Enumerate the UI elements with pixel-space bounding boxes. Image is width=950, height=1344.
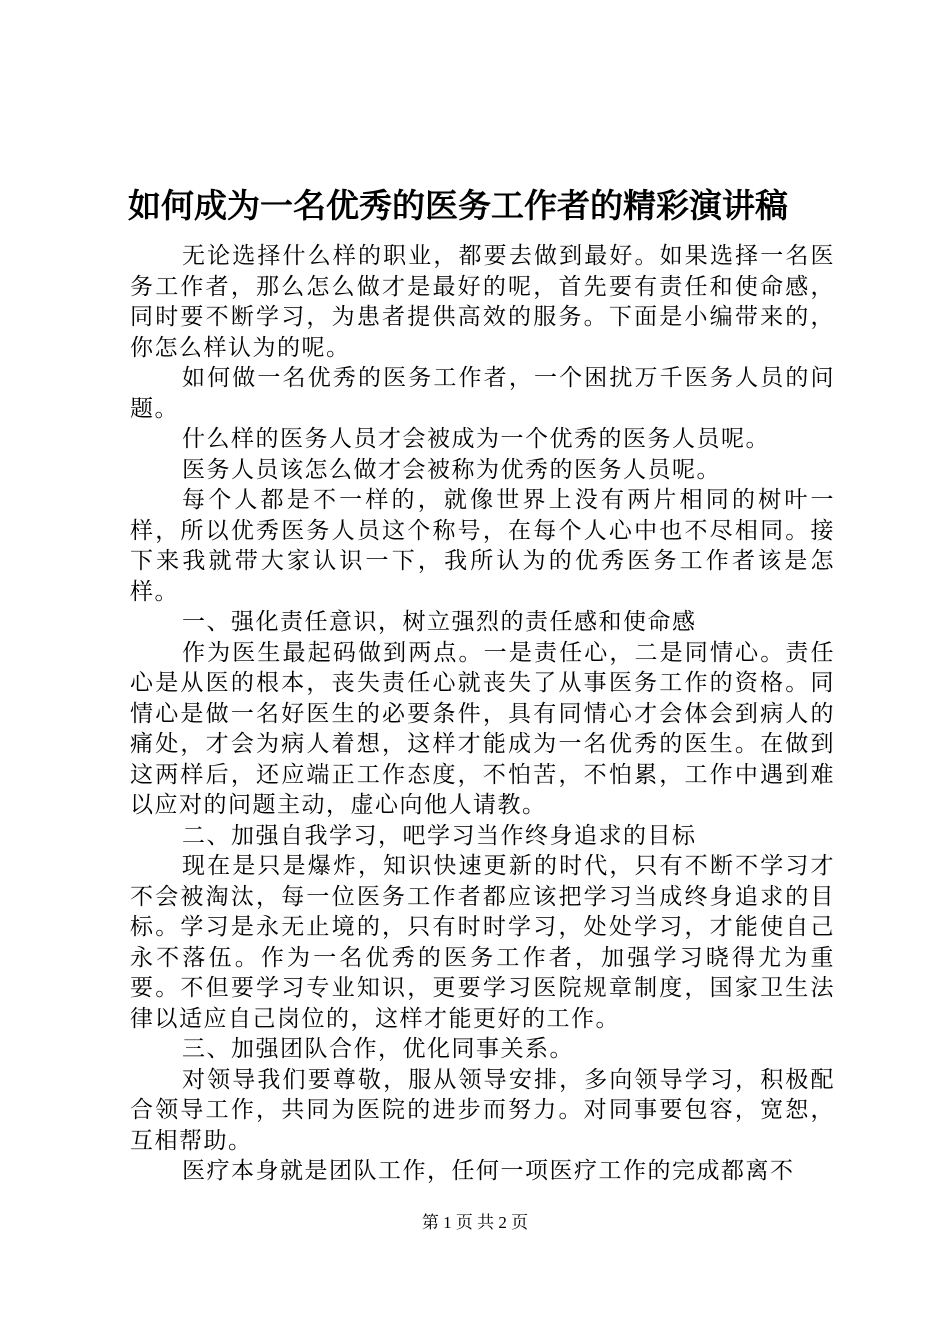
section-heading: 三、加强团队合作，优化同事关系。 — [182, 1036, 574, 1062]
paragraph: 对领导我们要尊敬，服从领导安排，多向领导学习，积极配合领导工作，共同为医院的进步而努力。对同事要包容，宽恕，互相帮助。 — [130, 1066, 835, 1154]
section-heading: 二、加强自我学习，吧学习当作终身追求的目标 — [182, 822, 697, 849]
paragraph: 什么样的医务人员才会被成为一个优秀的医务人员呢。 — [182, 426, 770, 452]
paragraph: 如何做一名优秀的医务工作者，一个困扰万千医务人员的问题。 — [130, 365, 835, 422]
document-body — [130, 241, 835, 1187]
page-number-footer: 第 1 页 共 2 页 — [421, 1213, 529, 1232]
section-heading: 一、强化责任意识，树立强烈的责任感和使命感 — [182, 609, 697, 635]
paragraph: 无论选择什么样的职业，都要去做到最好。如果选择一名医务工作者，那么怎么做才是最好的呢，首先要有责任和使命感，同时要不断学习，为患者提供高效的服务。下面是小编带来的，你怎么样认为的呢。 — [130, 243, 835, 361]
paragraph: 每个人都是不一样的，就像世界上没有两片相同的树叶一样，所以优秀医务人员这个称号，在每个人心中也不尽相同。接下来我就带大家认识一下，我所认为的优秀医务工作者该是怎样。 — [130, 487, 835, 605]
paragraph: 医疗本身就是团队工作，任何一项医疗工作的完成都离不 — [182, 1158, 795, 1184]
paragraph: 医务人员该怎么做才会被称为优秀的医务人员呢。 — [182, 456, 721, 483]
paragraph: 作为医生最起码做到两点。一是责任心，二是同情心。责任心是从医的根本，丧失责任心就丧失了从事医务工作的资格。同情心是做一名好医生的必要条件，具有同情心才会体会到病人的痛处，才会为病人着想，这样才能成为一名优秀的医生。在做到这两样后，还应端正工作态度，不怕苦，不怕累，工作中遇到难以应对的问题主动，虚心向他人请教。 — [130, 639, 835, 818]
document-title: 如何成为一名优秀的医务工作者的精彩演讲稿 — [128, 186, 788, 225]
paragraph: 现在是只是爆炸，知识快速更新的时代，只有不断不学习才不会被淘汰，每一位医务工作者都应该把学习当成终身追求的目标。学习是永无止境的，只有时时学习，处处学习，才能使自己永不落伍。作为一名优秀的医务工作者，加强学习晓得尤为重要。不但要学习专业知识，更要学习医院规章制度，国家卫生法律以适应自己岗位的，这样才能更好的工作。 — [130, 853, 835, 1032]
